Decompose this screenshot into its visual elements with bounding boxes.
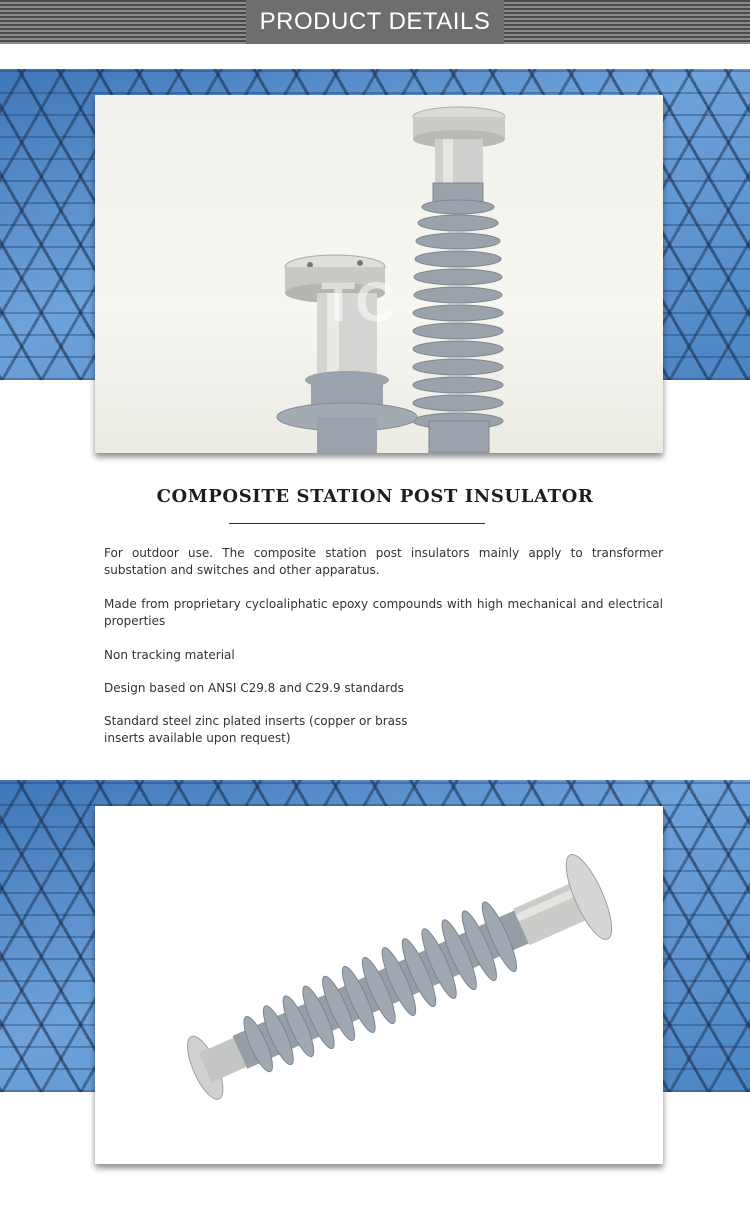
- tall-insulator: [413, 107, 505, 453]
- product-title: COMPOSITE STATION POST INSULATOR: [156, 486, 594, 507]
- header-banner: [0, 0, 750, 44]
- description-paragraph: Standard steel zinc plated inserts (copper or brass inserts available upon request): [104, 714, 408, 745]
- horizontal-insulator: [176, 849, 621, 1114]
- page-title: PRODUCT DETAILS: [259, 8, 491, 35]
- description-paragraph: Made from proprietary cycloaliphatic epoxy compounds with high mechanical and electrical properties: [104, 597, 663, 628]
- watermark-logo: TC: [321, 270, 396, 333]
- description-paragraph: Non tracking material: [104, 648, 235, 662]
- header-plate: [246, 0, 505, 44]
- horizontal-insulator-illustration: [95, 806, 663, 1164]
- product-photo-top: [95, 95, 663, 453]
- description-paragraph: Design based on ANSI C29.8 and C29.9 standards: [104, 681, 404, 695]
- description-paragraph: For outdoor use. The composite station post insulators mainly apply to transformer substation and switches and other apparatus.: [104, 546, 663, 577]
- insulator-pair-illustration: [95, 95, 663, 453]
- product-photo-bottom: [95, 806, 663, 1164]
- title-divider: [229, 523, 485, 524]
